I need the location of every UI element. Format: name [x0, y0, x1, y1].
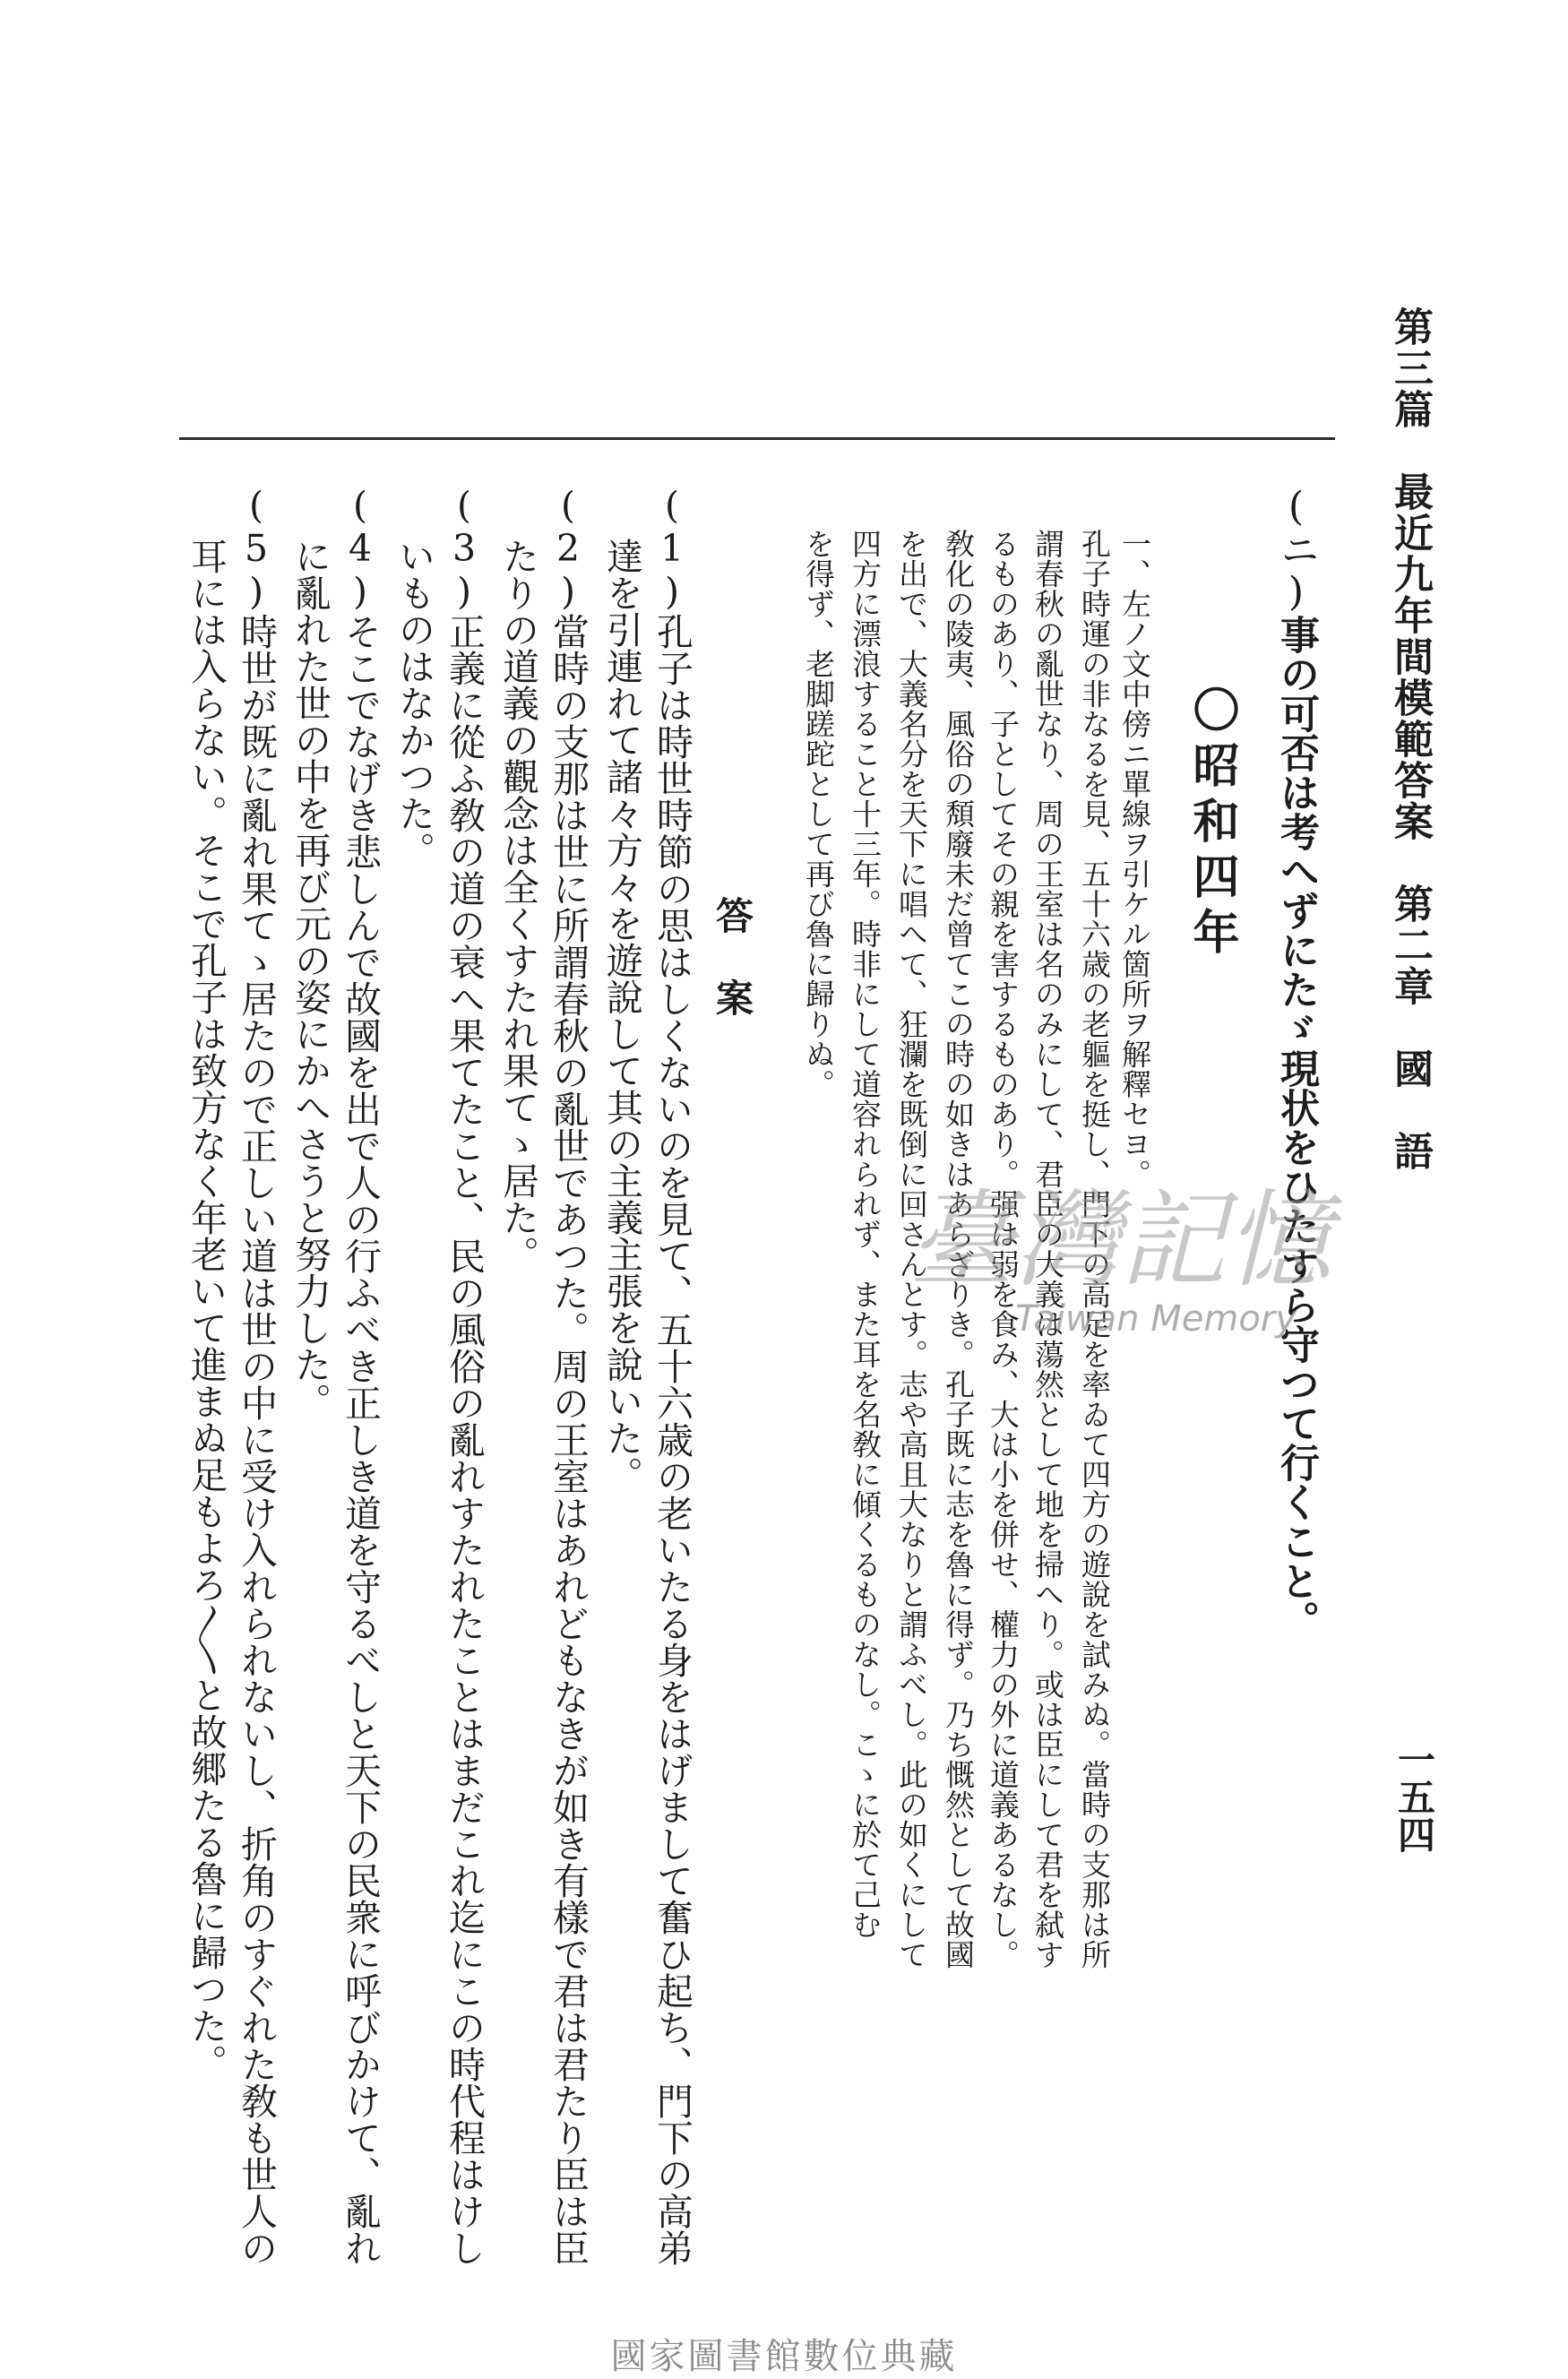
answer-text: 正義に從ふ敎の道の衰へ果てたこと、民の風俗の亂れすたれたことはまだこれ迄にこの時代程はけし	[443, 613, 486, 2266]
running-header: 第三篇 最近九年間模範答案 第二章 國 語	[1387, 306, 1433, 1172]
answer-number: (1)	[650, 484, 694, 613]
answer-1-line-1	[645, 484, 694, 2266]
page-number: 一五四	[1392, 1740, 1436, 1853]
clause-text: 事の可否は考へずにたゞ現状をひたすら守つて行くこと。	[1273, 615, 1319, 1640]
svg-text:Taiwan Memory: Taiwan Memory	[1015, 1298, 1297, 1340]
answer-5-line-1	[229, 484, 278, 2266]
passage-line: を出で、大義名分を天下に唱へて、狂瀾を既倒に回さんとす。志や高且大なりと謂ふべし。此の如くにして	[894, 529, 929, 1970]
answer-3-line-2: いものはなかつた。	[392, 538, 435, 868]
answer-text: 時世が既に亂れ果てゝ居たので正しい道は世の中に受け入れられないし、折角のすぐれた敎も世人の	[235, 613, 278, 2266]
passage-line: 敎化の陵夷、風俗の頽廢未だ曾てこの時の如きはあらざりき。孔子既に志を魯に得ず。乃ち慨然として故國	[941, 529, 976, 1970]
answer-number: (5)	[235, 484, 278, 613]
passage-line: るものあり、子としてその親を害するものあり。强は弱を食み、大は小を併せ、權力の外に道義あるなし。	[986, 529, 1021, 1970]
answer-heading: 答案	[711, 896, 754, 1061]
answer-number: (3)	[443, 484, 486, 613]
answer-5-line-2: 耳には入らない。そこで孔子は致方なく年老いて進まぬ足もよろ〳〵と故郷たる魯に歸つた。	[185, 538, 228, 2081]
answer-2-line-1	[541, 484, 590, 2266]
clause-marker: (ニ)	[1273, 484, 1319, 615]
answer-1-line-2: 達を引連れて諸々方々を遊說して其の主義主張を說いた。	[600, 538, 643, 1493]
svg-text:臺灣記憶: 臺灣記憶	[908, 1178, 1332, 1302]
year-heading: 〇昭和四年	[1185, 685, 1239, 963]
passage-line: を得ず、老脚蹉跎として再び魯に歸りぬ。	[801, 529, 836, 1099]
header-rule	[179, 437, 1335, 440]
answer-text: 孔子は時世時節の思はしくないのを見て、五十六歳の老いたる身をはげまして奮ひ起ち、門下の高弟	[650, 613, 694, 2266]
passage-line: 謂春秋の亂世なり、周の王室は名のみにして、君臣の大義は蕩然として地を掃へり。或は臣にして君を弑す	[1030, 529, 1065, 1970]
answer-number: (2)	[547, 484, 590, 613]
question-instruction: 一、左ノ文中傍ニ單線ヲ引ケル箇所ヲ解釋セヨ。	[1117, 529, 1152, 1189]
answer-text: 當時の支那は世に所謂春秋の亂世であつた。周の王室はあれどもなきが如き有樣で君は君たり臣は臣	[547, 613, 590, 2266]
answer-3-line-1	[437, 484, 486, 2266]
passage-line: 四方に漂浪すること十三年。時非にして道容れられず、また耳を名敎に傾くるものなし。こゝに於て己む	[848, 529, 883, 1940]
passage-line: 孔子時運の非なるを見、五十六歳の老軀を挺し、門下の高足を率ゐて四方の遊說を試みぬ。當時の支那は所	[1077, 529, 1112, 1970]
taiwan-memory-watermark	[908, 1142, 1332, 1375]
answer-number: (4)	[339, 484, 382, 613]
library-footer: 國家圖書館數位典藏	[610, 2336, 958, 2377]
answer-4-line-1	[333, 484, 382, 2266]
answer-text: そこでなげき悲しんで故國を出で人の行ふべき正しき道を守るべしと天下の民衆に呼びかけて、亂れ	[339, 613, 382, 2266]
answer-2-line-2: たりの道義の觀念は全くすたれ果てゝ居た。	[496, 538, 539, 1272]
answer-4-line-2: に亂れた世の中を再び元の姿にかへさうと努力した。	[289, 538, 332, 1419]
